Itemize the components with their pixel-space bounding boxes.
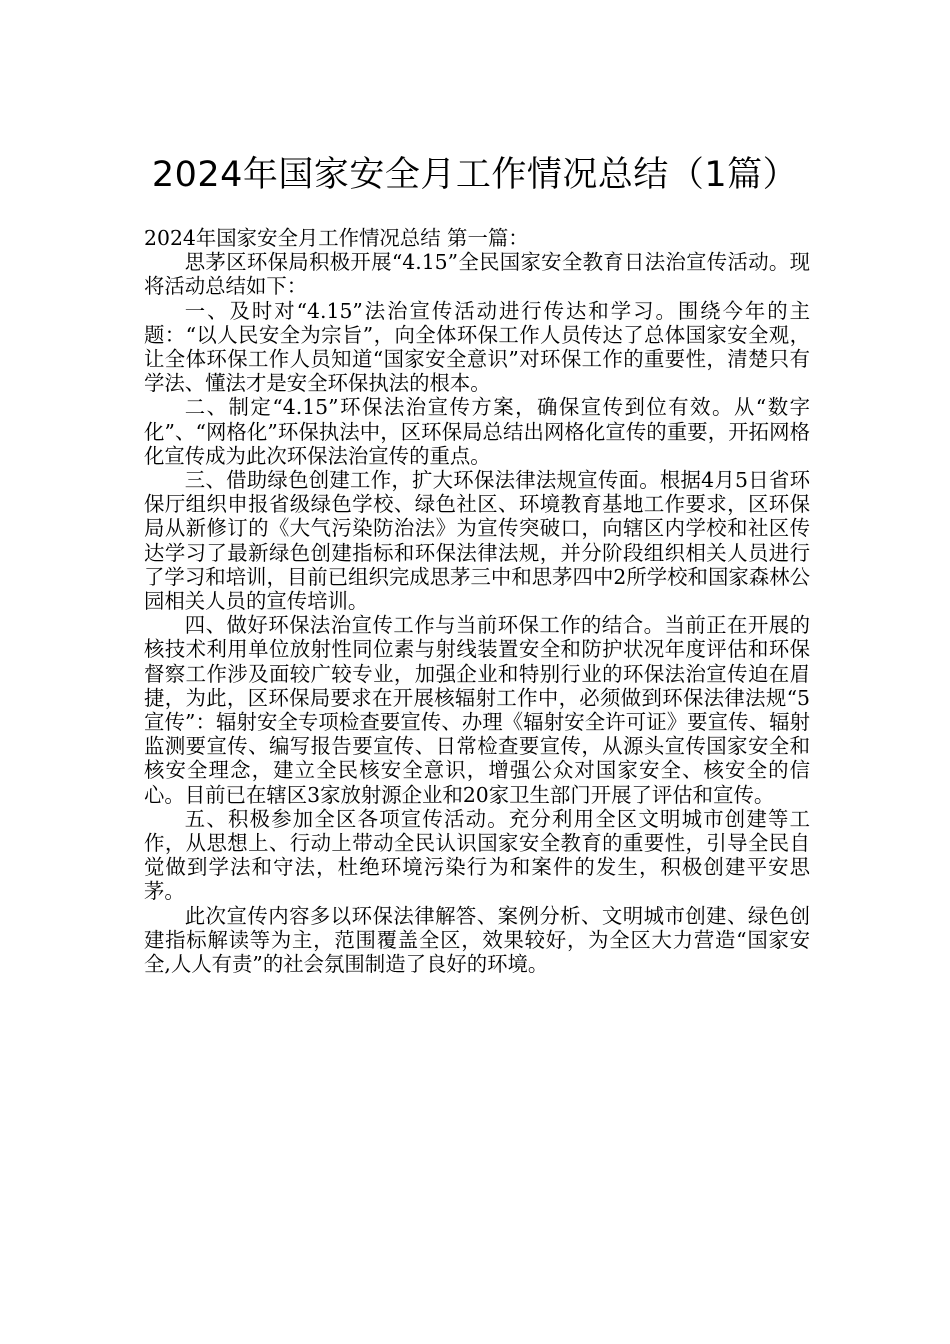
paragraph-intro: 思茅区环保局积极开展“4.15”全民国家安全教育日法治宣传活动。现将活动总结如下： xyxy=(144,250,810,299)
paragraph-section-5: 五、积极参加全区各项宣传活动。充分利用全区文明城市创建等工作，从思想上、行动上带动全民认识国家安全教育的重要性，引导全民自觉做到学法和守法，杜绝环境污染行为和案件的发生，积极创建平安思茅。 xyxy=(144,806,810,904)
document-title: 2024年国家安全月工作情况总结（1篇） xyxy=(151,155,799,196)
paragraph-conclusion: 此次宣传内容多以环保法律解答、案例分析、文明城市创建、绿色创建指标解读等为主，范围覆盖全区，效果较好，为全区大力营造“国家安全,人人有责”的社会氛围制造了良好的环境。 xyxy=(144,903,810,977)
heading-line: 2024年国家安全月工作情况总结 第一篇： xyxy=(144,226,529,250)
paragraph-section-2: 二、制定“4.15”环保法治宣传方案，确保宣传到位有效。从“数字化”、“网格化”环保执法中，区环保局总结出网格化宣传的重要，开拓网格化宣传成为此次环保法治宣传的重点。 xyxy=(144,395,810,468)
paragraph-section-1: 一、及时对“4.15”法治宣传活动进行传达和学习。围绕今年的主题：“以人民安全为宗旨”，向全体环保工作人员传达了总体国家安全观，让全体环保工作人员知道“国家安全意识”对环保工作的重要性，清楚只有学法、懂法才是安全环保执法的根本。 xyxy=(144,298,810,396)
paragraph-section-4: 四、做好环保法治宣传工作与当前环保工作的结合。当前正在开展的核技术利用单位放射性同位素与射线装置安全和防护状况年度评估和环保督察工作涉及面较广较专业，加强企业和特别行业的环保法治宣传迫在眉捷，为此，区环保局要求在开展核辐射工作中，必须做到环保法律法规“5宣传”：辐射安全专项检查要宣传、办理《辐射安全许可证》要宣传、辐射监测要宣传、编写报告要宣传、日常检查要宣传，从源头宣传国家安全和核安全理念，建立全民核安全意识，增强公众对国家安全、核安全的信心。目前已在辖区3家放射源企业和20家卫生部门开展了评估和宣传。 xyxy=(144,613,810,807)
paragraph-section-3: 三、借助绿色创建工作，扩大环保法律法规宣传面。根据4月5日省环保厅组织申报省级绿色学校、绿色社区、环境教育基地工作要求，区环保局从新修订的《大气污染防治法》为宣传突破口，向辖区内学校和社区传达学习了最新绿色创建指标和环保法律法规，并分阶段组织相关人员进行了学习和培训，目前已组织完成思茅三中和思茅四中2所学校和国家森林公园相关人员的宣传培训。 xyxy=(144,468,810,614)
document-body xyxy=(144,226,810,976)
